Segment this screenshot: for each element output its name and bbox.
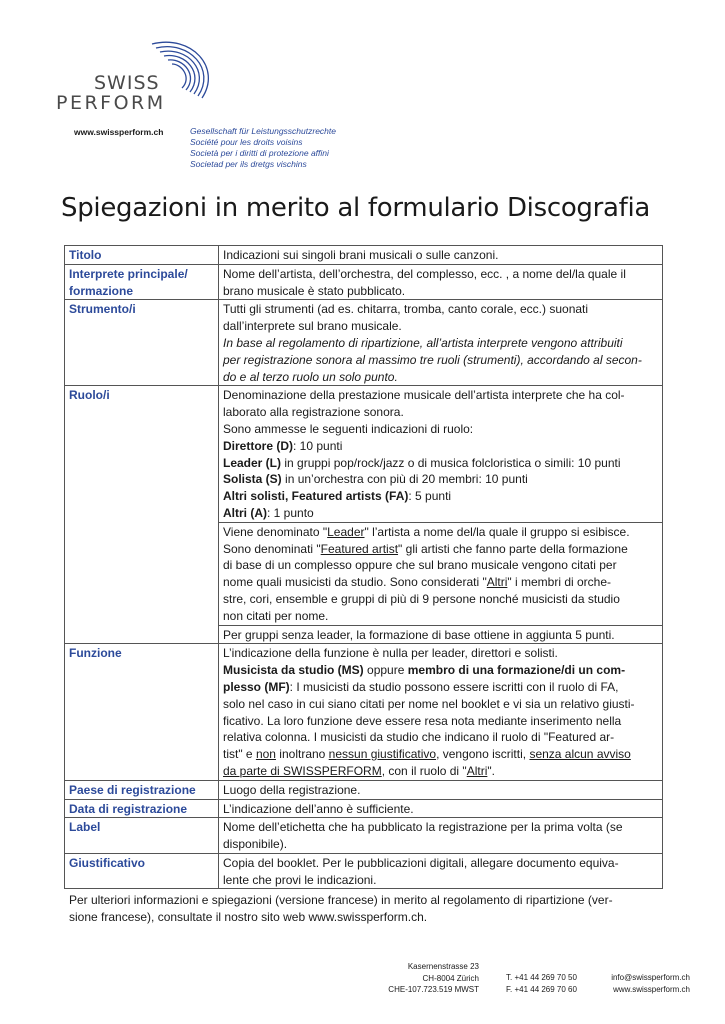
underlined-term: non bbox=[255, 747, 276, 762]
role-name: Leader (L) bbox=[223, 455, 282, 470]
role-points: in gruppi pop/rock/jazz o di musica folcloristica o simili: 10 punti bbox=[281, 455, 621, 470]
header-website: www.swissperform.ch bbox=[74, 127, 164, 137]
text-line: lente che provi le indicazioni. bbox=[223, 872, 377, 887]
term-leader: Leader bbox=[327, 524, 365, 539]
footer-web: www.swissperform.ch bbox=[613, 984, 690, 994]
row-text-funzione bbox=[219, 644, 663, 780]
row-text-interprete bbox=[219, 264, 663, 300]
note-line: In base al regolamento di ripartizione, all’artista interprete vengono attribuiti bbox=[223, 335, 623, 350]
text-line: dall’interprete sul brano musicale. bbox=[223, 319, 402, 334]
role-line bbox=[223, 488, 658, 505]
role-line bbox=[223, 438, 658, 455]
text-line bbox=[223, 679, 658, 696]
label-line: Interprete principale/ bbox=[69, 266, 188, 281]
row-label-titolo: Titolo bbox=[65, 246, 219, 265]
term-altri: Altri bbox=[486, 575, 508, 590]
underlined-term: da parte di SWISSPERFORM bbox=[223, 763, 382, 778]
note-line: sione francese), consultate il nostro sito web www.swissperform.ch. bbox=[69, 910, 428, 924]
table-row bbox=[65, 853, 663, 889]
row-label-label: Label bbox=[65, 818, 219, 854]
text-line: Denominazione della prestazione musicale dell’artista interprete che ha col- bbox=[223, 388, 625, 403]
role-line bbox=[223, 455, 658, 472]
row-text-data: L’indicazione dell’anno è sufficiente. bbox=[219, 799, 663, 818]
row-label-ruolo: Ruolo/i bbox=[65, 386, 219, 644]
footer-address bbox=[388, 961, 479, 996]
role-line bbox=[223, 471, 658, 488]
row-text-giustificativo bbox=[219, 853, 663, 889]
row-label-interprete bbox=[65, 264, 219, 300]
footer-phone-block bbox=[506, 972, 577, 995]
text-line: brano musicale è stato pubblicato. bbox=[223, 283, 406, 298]
tagline-rm: Societad per ils dretgs vischins bbox=[190, 159, 307, 169]
bold-term: Musicista da studio (MS) bbox=[223, 663, 364, 678]
footer-vat: CHE-107.723.519 MWST bbox=[388, 985, 479, 994]
row-text-ruolo bbox=[219, 386, 663, 522]
text-part: inoltrano bbox=[275, 747, 329, 762]
tagline-de: Gesellschaft für Leistungsschutzrechte bbox=[190, 126, 336, 136]
note-line: do e al terzo ruolo un solo punto. bbox=[223, 369, 398, 384]
row-text-paese: Luogo della registrazione. bbox=[219, 780, 663, 799]
bold-term: plesso (MF) bbox=[223, 679, 290, 694]
text-part: oppure bbox=[363, 663, 408, 678]
text-part: nome quali musicisti da studio. Sono considerati " bbox=[223, 575, 487, 590]
row-label-giustificativo: Giustificativo bbox=[65, 853, 219, 889]
role-name: Direttore (D) bbox=[223, 438, 294, 453]
table-row bbox=[65, 246, 663, 265]
tagline-it: Società per i diritti di protezione affini bbox=[190, 148, 329, 158]
text-line: solo nel caso in cui siano citati per nome nel booklet e vi sia un relativo giusti- bbox=[223, 696, 635, 711]
row-label-paese: Paese di registrazione bbox=[65, 780, 219, 799]
text-line: relativa colonna. I musicisti da studio che indicano il ruolo di "Featured ar- bbox=[223, 730, 615, 745]
row-text-ruolo-extra: Per gruppi senza leader, la formazione di base ottiene in aggiunta 5 punti. bbox=[219, 625, 663, 644]
text-line bbox=[223, 574, 658, 591]
row-text-titolo: Indicazioni sui singoli brani musicali o sulle canzoni. bbox=[219, 246, 663, 265]
row-text-ruolo-definitions bbox=[219, 522, 663, 625]
footer-city: CH-8004 Zürich bbox=[422, 973, 479, 983]
role-points: : 5 punti bbox=[408, 489, 452, 504]
term-featured-artist: Featured artist bbox=[320, 541, 399, 556]
table-row bbox=[65, 644, 663, 780]
row-text-strumento bbox=[219, 300, 663, 386]
text-part: Sono denominati " bbox=[223, 541, 321, 556]
further-info-note bbox=[69, 892, 659, 926]
text-line: non citati per nome. bbox=[223, 608, 329, 623]
swissperform-logo bbox=[52, 38, 222, 118]
text-part: ". bbox=[487, 763, 495, 778]
note-line: per registrazione sonora al massimo tre ruoli (strumenti), accordando al secon- bbox=[223, 352, 642, 367]
footer-street: Kasernenstrasse 23 bbox=[407, 962, 479, 971]
text-line: Nome dell’artista, dell’orchestra, del complesso, ecc. , a nome del/la quale il bbox=[223, 266, 626, 281]
text-line bbox=[223, 746, 658, 763]
text-line: Copia del booklet. Per le pubblicazioni digitali, allegare documento equiva- bbox=[223, 855, 619, 870]
text-line: L’indicazione della funzione è nulla per leader, direttori e solisti. bbox=[223, 646, 558, 661]
row-label-funzione: Funzione bbox=[65, 644, 219, 780]
text-line bbox=[223, 541, 658, 558]
text-part: " l’artista a nome del/la quale il gruppo si esibisce. bbox=[364, 524, 630, 539]
logo-text-perform: PERFORM bbox=[56, 92, 166, 114]
text-line bbox=[223, 524, 658, 541]
text-line: Sono ammesse le seguenti indicazioni di ruolo: bbox=[223, 421, 474, 436]
role-name: Altri (A) bbox=[223, 505, 267, 520]
footer-phone: T. +41 44 269 70 50 bbox=[506, 973, 577, 982]
row-text-label bbox=[219, 818, 663, 854]
underlined-term: senza alcun avviso bbox=[529, 747, 631, 762]
text-part: Viene denominato " bbox=[223, 524, 328, 539]
footer-contact-block bbox=[611, 972, 690, 995]
text-part: : I musicisti da studio possono essere iscritti con il ruolo di FA, bbox=[289, 679, 619, 694]
text-line: disponibile). bbox=[223, 837, 288, 852]
bold-term: membro di una formazione/di un com- bbox=[407, 663, 626, 678]
text-part: " i membri di orche- bbox=[507, 575, 612, 590]
role-points: in un’orchestra con più di 20 membri: 10 punti bbox=[281, 472, 528, 487]
table-row bbox=[65, 818, 663, 854]
explanations-table bbox=[64, 245, 663, 889]
table-row bbox=[65, 386, 663, 522]
text-line: stre, cori, ensemble e gruppi di più di 9 persone nonché musicisti da studio bbox=[223, 591, 620, 606]
text-line: ficativo. La loro funzione deve essere resa nota mediante inserimento nella bbox=[223, 713, 622, 728]
table-row bbox=[65, 300, 663, 386]
footer-fax: F. +41 44 269 70 60 bbox=[506, 984, 577, 994]
text-part: , con il ruolo di " bbox=[381, 763, 467, 778]
text-part: , vengono iscritti, bbox=[436, 747, 530, 762]
table-row bbox=[65, 264, 663, 300]
role-points: : 1 punto bbox=[267, 505, 314, 520]
underlined-term: Altri bbox=[466, 763, 488, 778]
footer-email: info@swissperform.ch bbox=[611, 973, 690, 982]
row-label-data: Data di registrazione bbox=[65, 799, 219, 818]
text-line: di base di un complesso oppure che sul brano musicale vengono citati per bbox=[223, 558, 617, 573]
page-title: Spiegazioni in merito al formulario Discografia bbox=[61, 193, 651, 223]
text-line bbox=[223, 763, 658, 780]
tagline-fr: Société pour les droits voisins bbox=[190, 137, 303, 147]
text-line: laborato alla registrazione sonora. bbox=[223, 405, 404, 420]
note-line: Per ulteriori informazioni e spiegazioni (versione francese) in merito al regolamento di ripartizione (ver- bbox=[69, 893, 613, 907]
role-line bbox=[223, 505, 658, 522]
table-row bbox=[65, 780, 663, 799]
text-line: Tutti gli strumenti (ad es. chitarra, tromba, canto corale, ecc.) suonati bbox=[223, 302, 589, 317]
role-name: Solista (S) bbox=[223, 472, 282, 487]
logo-text-swiss: SWISS bbox=[94, 72, 160, 94]
text-line: Nome dell’etichetta che ha pubblicato la registrazione per la prima volta (se bbox=[223, 820, 623, 835]
text-part: " gli artisti che fanno parte della formazione bbox=[398, 541, 628, 556]
role-points: : 10 punti bbox=[293, 438, 343, 453]
text-part: tist" e bbox=[223, 747, 256, 762]
row-label-strumento: Strumento/i bbox=[65, 300, 219, 386]
role-name: Altri solisti, Featured artists (FA) bbox=[223, 489, 409, 504]
text-line bbox=[223, 662, 658, 679]
table-row bbox=[65, 799, 663, 818]
label-line: formazione bbox=[69, 283, 134, 298]
header-taglines bbox=[190, 126, 336, 170]
underlined-term: nessun giustificativo bbox=[328, 747, 437, 762]
